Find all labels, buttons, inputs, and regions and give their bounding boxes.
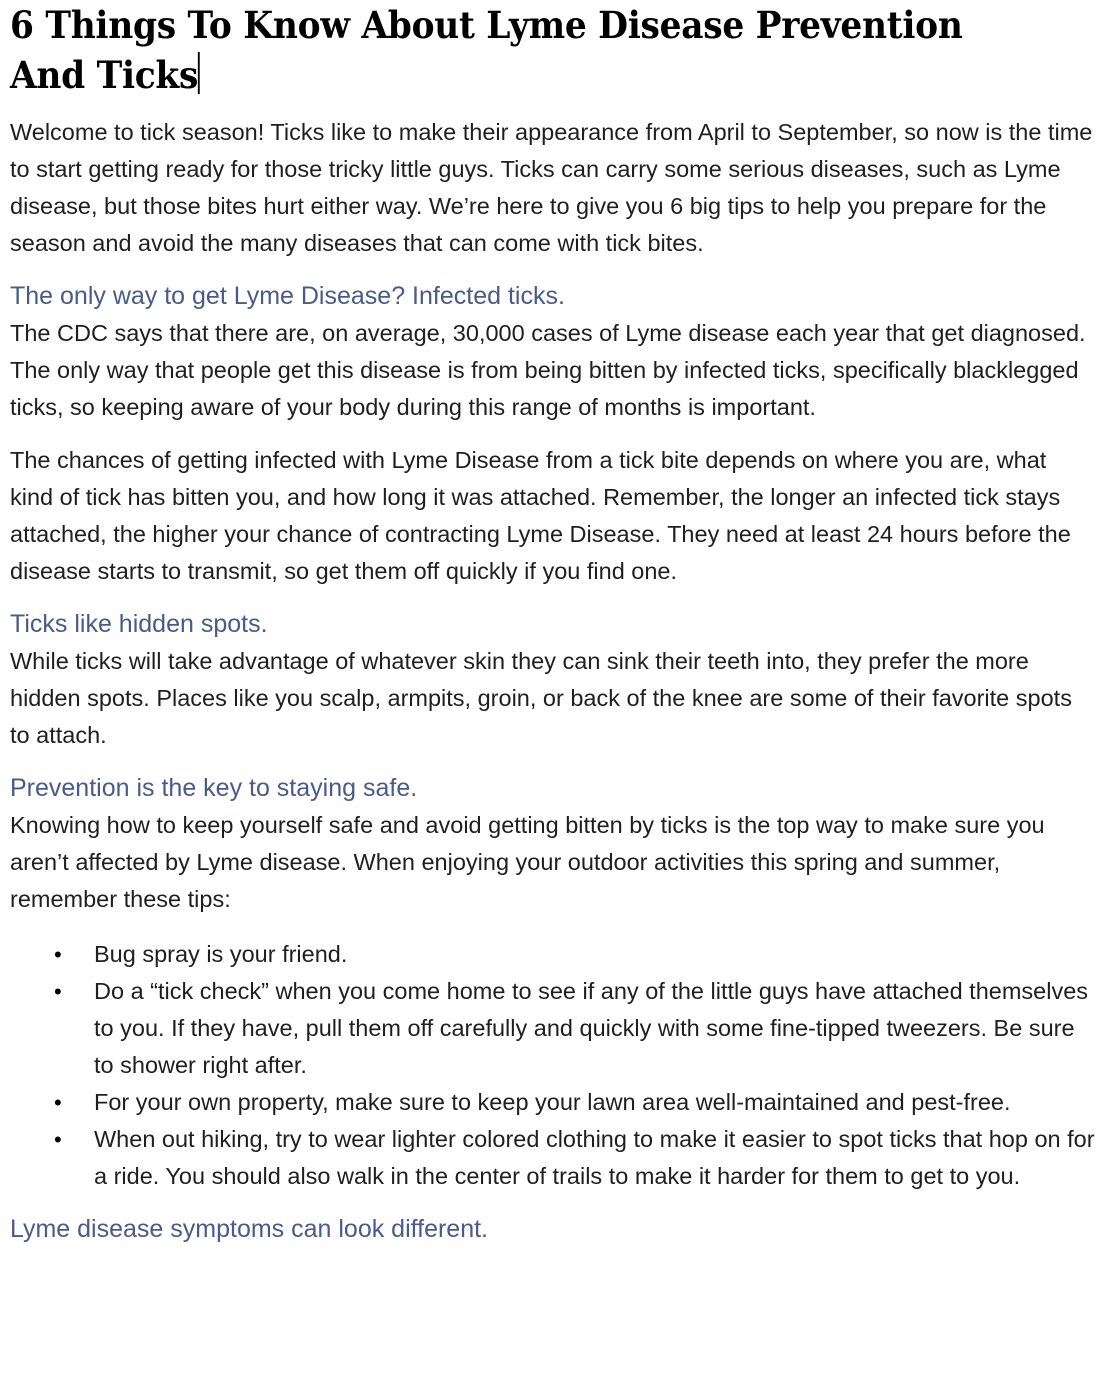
section-heading-prevention: Prevention is the key to staying safe. — [10, 774, 418, 802]
bullet-icon: • — [54, 1127, 62, 1152]
paragraph-hidden-spots: While ticks will take advantage of whatever skin they can sink their teeth into, they prefer the more hidden spots. Places like you scalp, armpits, groin, or back of the knee are some of their favorite spots to attach. — [10, 648, 1072, 748]
text-cursor — [198, 52, 200, 94]
bullet-icon: • — [54, 1090, 62, 1115]
list-item-text: Bug spray is your friend. — [94, 941, 348, 967]
document-title-text: 6 Things To Know About Lyme Disease Prevention And Ticks — [10, 3, 963, 97]
section-heading-hidden-spots: Ticks like hidden spots. — [10, 610, 268, 638]
list-item-text: Do a “tick check” when you come home to see if any of the little guys have attached themselves to you. If they have, pull them off carefully and quickly with some fine-tipped tweezers. Be sure to shower right after. — [94, 978, 1089, 1078]
intro-paragraph: Welcome to tick season! Ticks like to make their appearance from April to September, so now is the time to start getting ready for those tricky little guys. Ticks can carry some serious diseases, such as Lyme disease, but those bites hurt either way. We’re here to give you 6 big tips to help you prepare for the season and avoid the many diseases that can come with tick bites. — [10, 119, 1093, 256]
section-heading-infected-ticks: The only way to get Lyme Disease? Infected ticks. — [10, 282, 565, 310]
section-heading-symptoms: Lyme disease symptoms can look different. — [10, 1215, 489, 1243]
list-item-text: For your own property, make sure to keep your lawn area well-maintained and pest-free. — [94, 1089, 1011, 1115]
document-page — [10, 0, 1095, 1248]
list-item — [10, 1121, 1095, 1195]
list-item — [10, 973, 1095, 1084]
list-item — [10, 1084, 1095, 1121]
paragraph-infection-chances: The chances of getting infected with Lyme Disease from a tick bite depends on where you are, what kind of tick has bitten you, and how long it was attached. Remember, the longer an infected tick stays attached, the higher your chance of contracting Lyme Disease. They need at least 24 hours before the disease starts to transmit, so get them off quickly if you find one. — [10, 447, 1071, 584]
paragraph-cdc-cases: The CDC says that there are, on average, 30,000 cases of Lyme disease each year that get diagnosed. The only way that people get this disease is from being bitten by infected ticks, specifically blacklegged ticks, so keeping aware of your body during this range of months is important. — [10, 320, 1086, 420]
paragraph-prevention: Knowing how to keep yourself safe and avoid getting bitten by ticks is the top way to make sure you aren’t affected by Lyme disease. When enjoying your outdoor activities this spring and summer, remember these tips: — [10, 812, 1045, 912]
document-title[interactable] — [10, 0, 1014, 100]
list-item-text: When out hiking, try to wear lighter colored clothing to make it easier to spot ticks that hop on for a ride. You should also walk in the center of trails to make it harder for them to get to you. — [94, 1126, 1095, 1189]
bullet-icon: • — [54, 979, 62, 1004]
bullet-icon: • — [54, 942, 62, 967]
list-item — [10, 936, 1095, 973]
prevention-tips-list — [10, 936, 1095, 1195]
